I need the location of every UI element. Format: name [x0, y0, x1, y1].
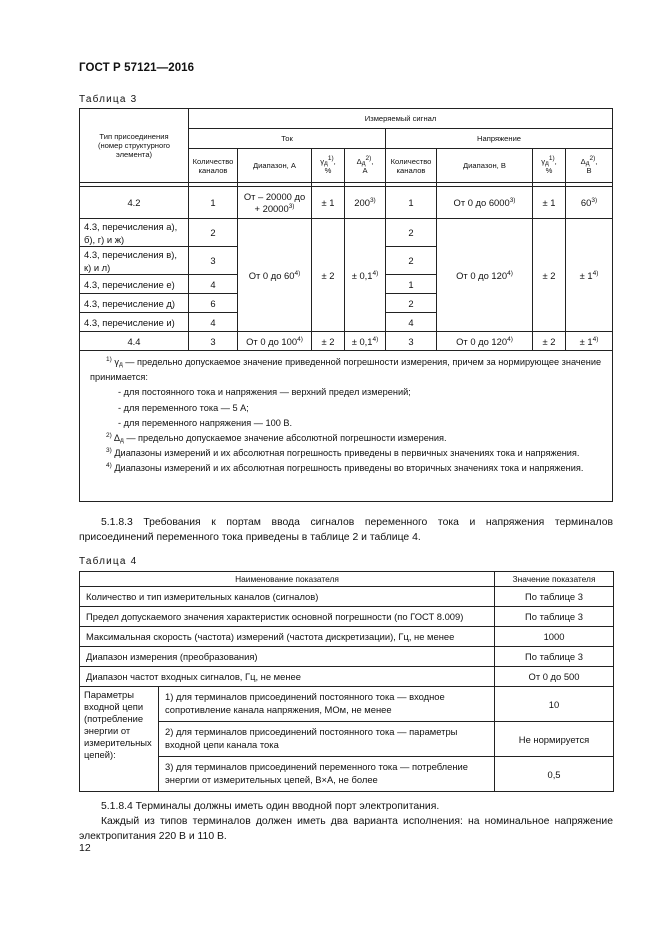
- table-row: [80, 647, 614, 667]
- cell-current-channels: 4: [189, 313, 238, 332]
- row-value: Не нормируется: [495, 722, 614, 757]
- cell-text: ± 1: [579, 269, 593, 281]
- row-value: 10: [495, 687, 614, 722]
- column-header-voltage: Напряжение: [386, 129, 613, 149]
- cell-current-channels: 3: [189, 332, 238, 351]
- cell-current-delta: ± $0,1^{4)}$: [345, 332, 386, 351]
- row-value: От 0 до 500: [495, 667, 614, 687]
- delta-unit-v: В: [586, 165, 592, 175]
- cell-current-range: От – 20000 до + $20000^{3)}$: [238, 187, 312, 219]
- gamma-unit: %: [545, 165, 553, 175]
- cell-voltage-delta: ± $1^{4)}$: [566, 332, 613, 351]
- cell-text: От 0 до 120: [456, 269, 508, 281]
- cell-text: 60: [580, 197, 592, 208]
- note-1-item: - для переменного тока — 5 А;: [118, 402, 249, 413]
- cell-text: ± 1: [579, 335, 593, 347]
- cell-voltage-range-merged: От 0 до 120$^{4)}$: [437, 219, 533, 332]
- cell-text: От 0 до 120: [456, 335, 508, 347]
- cell-current-channels: 2: [189, 219, 238, 247]
- row-label: 4.3, перечисления в), к) и л): [80, 247, 189, 275]
- column-header-current-channels: Количество каналов: [189, 149, 238, 183]
- page-number: 12: [79, 842, 91, 854]
- cell-current-range-merged: От 0 до 60$^{4)}$: [238, 219, 312, 332]
- cell-current-channels: 1: [189, 187, 238, 219]
- cell-current-channels: 3: [189, 247, 238, 275]
- note-1-item: - для постоянного тока и напряжения — верхний предел измерений;: [118, 387, 411, 398]
- table-row: [80, 627, 614, 647]
- cell-voltage-channels: 1: [386, 187, 437, 219]
- cell-current-delta-merged: ± $0,1^{4)}$: [345, 219, 386, 332]
- column-header-voltage-gamma: $\gamma_д^{1)}$, %: [533, 149, 566, 183]
- note-text: — предельно допускаемое значение приведенной погрешности измерения, причем за нормирующее значение принимается:: [90, 357, 602, 383]
- cell-voltage-gamma-merged: ± 2: [533, 219, 566, 332]
- column-header-current: Ток: [189, 129, 386, 149]
- table-3-notes: [80, 351, 613, 502]
- note-4: $^{4)}$ Диапазоны измерений и их абсолютная погрешность приведены во вторичных значениях тока и напряжения.: [106, 462, 584, 474]
- cell-voltage-channels: 3: [386, 332, 437, 351]
- column-header-voltage-delta: $\Delta_д^{2)}$, В: [566, 149, 613, 183]
- table-row: [80, 607, 614, 627]
- cell-voltage-channels: 1: [386, 275, 437, 294]
- column-header-current-gamma: $\gamma_д^{1)}$, %: [312, 149, 345, 183]
- row-name: 1) для терминалов присоединений постоянного тока — входное сопротивление канала напряжения, МОм, не менее: [159, 687, 495, 722]
- table-row: [80, 219, 613, 247]
- column-header-name: Наименование показателя: [80, 572, 495, 587]
- cell-current-delta: 200$^{3)}$: [345, 187, 386, 219]
- table-row: [80, 722, 614, 757]
- table-3-caption: Таблица 3: [79, 94, 138, 105]
- cell-voltage-delta-merged: ± $1^{4)}$: [566, 219, 613, 332]
- cell-voltage-range: От 0 до 120$^{4)}$: [437, 332, 533, 351]
- cell-text: От 0 до 100: [246, 335, 298, 347]
- table-4-caption: Таблица 4: [79, 556, 138, 567]
- cell-text: 200: [354, 197, 370, 208]
- cell-voltage-gamma: ± 2: [533, 332, 566, 351]
- note-text: — предельно допускаемое значение абсолютной погрешности измерения.: [123, 433, 447, 444]
- row-label: 4.3, перечисление д): [80, 294, 189, 313]
- cell-text: От 0 до 6000: [453, 197, 510, 208]
- table-4: [79, 571, 614, 792]
- note-2: $^{2)}$ $\Delta_д$ — предельно допускаемое значение абсолютной погрешности измерения.: [106, 432, 447, 445]
- input-circuit-params-label: Параметры входной цепи (потребление энергии от измерительных цепей):: [80, 687, 159, 792]
- row-label: 4.3, перечисление е): [80, 275, 189, 294]
- cell-current-channels: 6: [189, 294, 238, 313]
- row-value: 1000: [495, 627, 614, 647]
- cell-current-channels: 4: [189, 275, 238, 294]
- table-row: [80, 687, 614, 722]
- paragraph-line: Каждый из типов терминалов должен иметь два варианта исполнения: на номинальное напряжение электропитания 220 В и 110 В.: [79, 816, 613, 842]
- row-name: 3) для терминалов присоединений переменного тока — потребление энергии от измерительных цепей, В×А, не более: [159, 757, 495, 792]
- row-name: Предел допускаемого значения характеристик основной погрешности (по ГОСТ 8.009): [80, 607, 495, 627]
- row-label: 4.2: [80, 187, 189, 219]
- row-label: 4.3, перечисление и): [80, 313, 189, 332]
- row-name: 2) для терминалов присоединений постоянного тока — параметры входной цепи канала тока: [159, 722, 495, 757]
- column-header-connection-type: Тип присоединения (номер структурного элемента): [80, 109, 189, 183]
- paragraph-5-1-8-3: 5.1.8.3 Требования к портам ввода сигналов переменного тока и напряжения терминалов присоединений переменного тока приведены в таблице 2 и таблице 4.: [79, 517, 613, 543]
- row-name: Диапазон измерения (преобразования): [80, 647, 495, 667]
- cell-current-gamma: ± 2: [312, 332, 345, 351]
- cell-text: От 0 до 60: [248, 269, 295, 281]
- column-header-current-range: Диапазон, А: [238, 149, 312, 183]
- cell-voltage-channels: 2: [386, 294, 437, 313]
- cell-text: От – 20000 до + 20000: [243, 190, 306, 214]
- column-header-current-delta: $\Delta_д^{2)}$, А: [345, 149, 386, 183]
- table-row: [80, 757, 614, 792]
- table-row: [80, 587, 614, 607]
- paragraph-line: 5.1.8.4 Терминалы должны иметь один вводной порт электропитания.: [101, 801, 440, 812]
- note-text: Диапазоны измерений и их абсолютная погрешность приведены во вторичных значениях тока и напряжения.: [111, 463, 584, 474]
- paragraph-5-1-8-4: [79, 799, 613, 844]
- cell-current-gamma-merged: ± 2: [312, 219, 345, 332]
- table-row: [80, 187, 613, 219]
- row-value: По таблице 3: [495, 587, 614, 607]
- cell-voltage-delta: 60$^{3)}$: [566, 187, 613, 219]
- note-1: $^{1)}$ $\gamma_д$ — предельно допускаемое значение приведенной погрешности измерения, причем за нормирующее значение принимается:: [90, 356, 602, 383]
- cell-voltage-gamma: ± 1: [533, 187, 566, 219]
- column-header-voltage-channels: Количество каналов: [386, 149, 437, 183]
- document-standard-header: ГОСТ Р 57121—2016: [79, 62, 195, 74]
- table-row: [80, 667, 614, 687]
- note-3: $^{3)}$ Диапазоны измерений и их абсолютная погрешность приведены в первичных значениях тока и напряжения.: [106, 447, 580, 459]
- cell-current-gamma: ± 1: [312, 187, 345, 219]
- table-row: [80, 332, 613, 351]
- cell-text: ± 0,1: [351, 335, 373, 347]
- column-header-value: Значение показателя: [495, 572, 614, 587]
- column-header-voltage-range: Диапазон, В: [437, 149, 533, 183]
- cell-text: ± 0,1: [351, 269, 373, 281]
- row-value: 0,5: [495, 757, 614, 792]
- cell-voltage-range: От 0 до 6000$^{3)}$: [437, 187, 533, 219]
- row-name: Максимальная скорость (частота) измерений (частота дискретизации), Гц, не менее: [80, 627, 495, 647]
- cell-current-range: От 0 до 100$^{4)}$: [238, 332, 312, 351]
- row-name: Диапазон частот входных сигналов, Гц, не менее: [80, 667, 495, 687]
- cell-voltage-channels: 2: [386, 219, 437, 247]
- delta-unit-a: А: [362, 165, 368, 175]
- note-text: Диапазоны измерений и их абсолютная погрешность приведены в первичных значениях тока и напряжения.: [111, 448, 580, 459]
- table-3: [79, 108, 613, 502]
- row-value: По таблице 3: [495, 647, 614, 667]
- column-header-measured-signal: Измеряемый сигнал: [189, 109, 613, 129]
- gamma-unit: %: [324, 165, 332, 175]
- note-1-item: - для переменного напряжения — 100 В.: [118, 417, 293, 428]
- cell-voltage-channels: 2: [386, 247, 437, 275]
- row-name: Количество и тип измерительных каналов (сигналов): [80, 587, 495, 607]
- row-label: 4.4: [80, 332, 189, 351]
- row-value: По таблице 3: [495, 607, 614, 627]
- row-label: 4.3, перечисления а), б), г) и ж): [80, 219, 189, 247]
- cell-voltage-channels: 4: [386, 313, 437, 332]
